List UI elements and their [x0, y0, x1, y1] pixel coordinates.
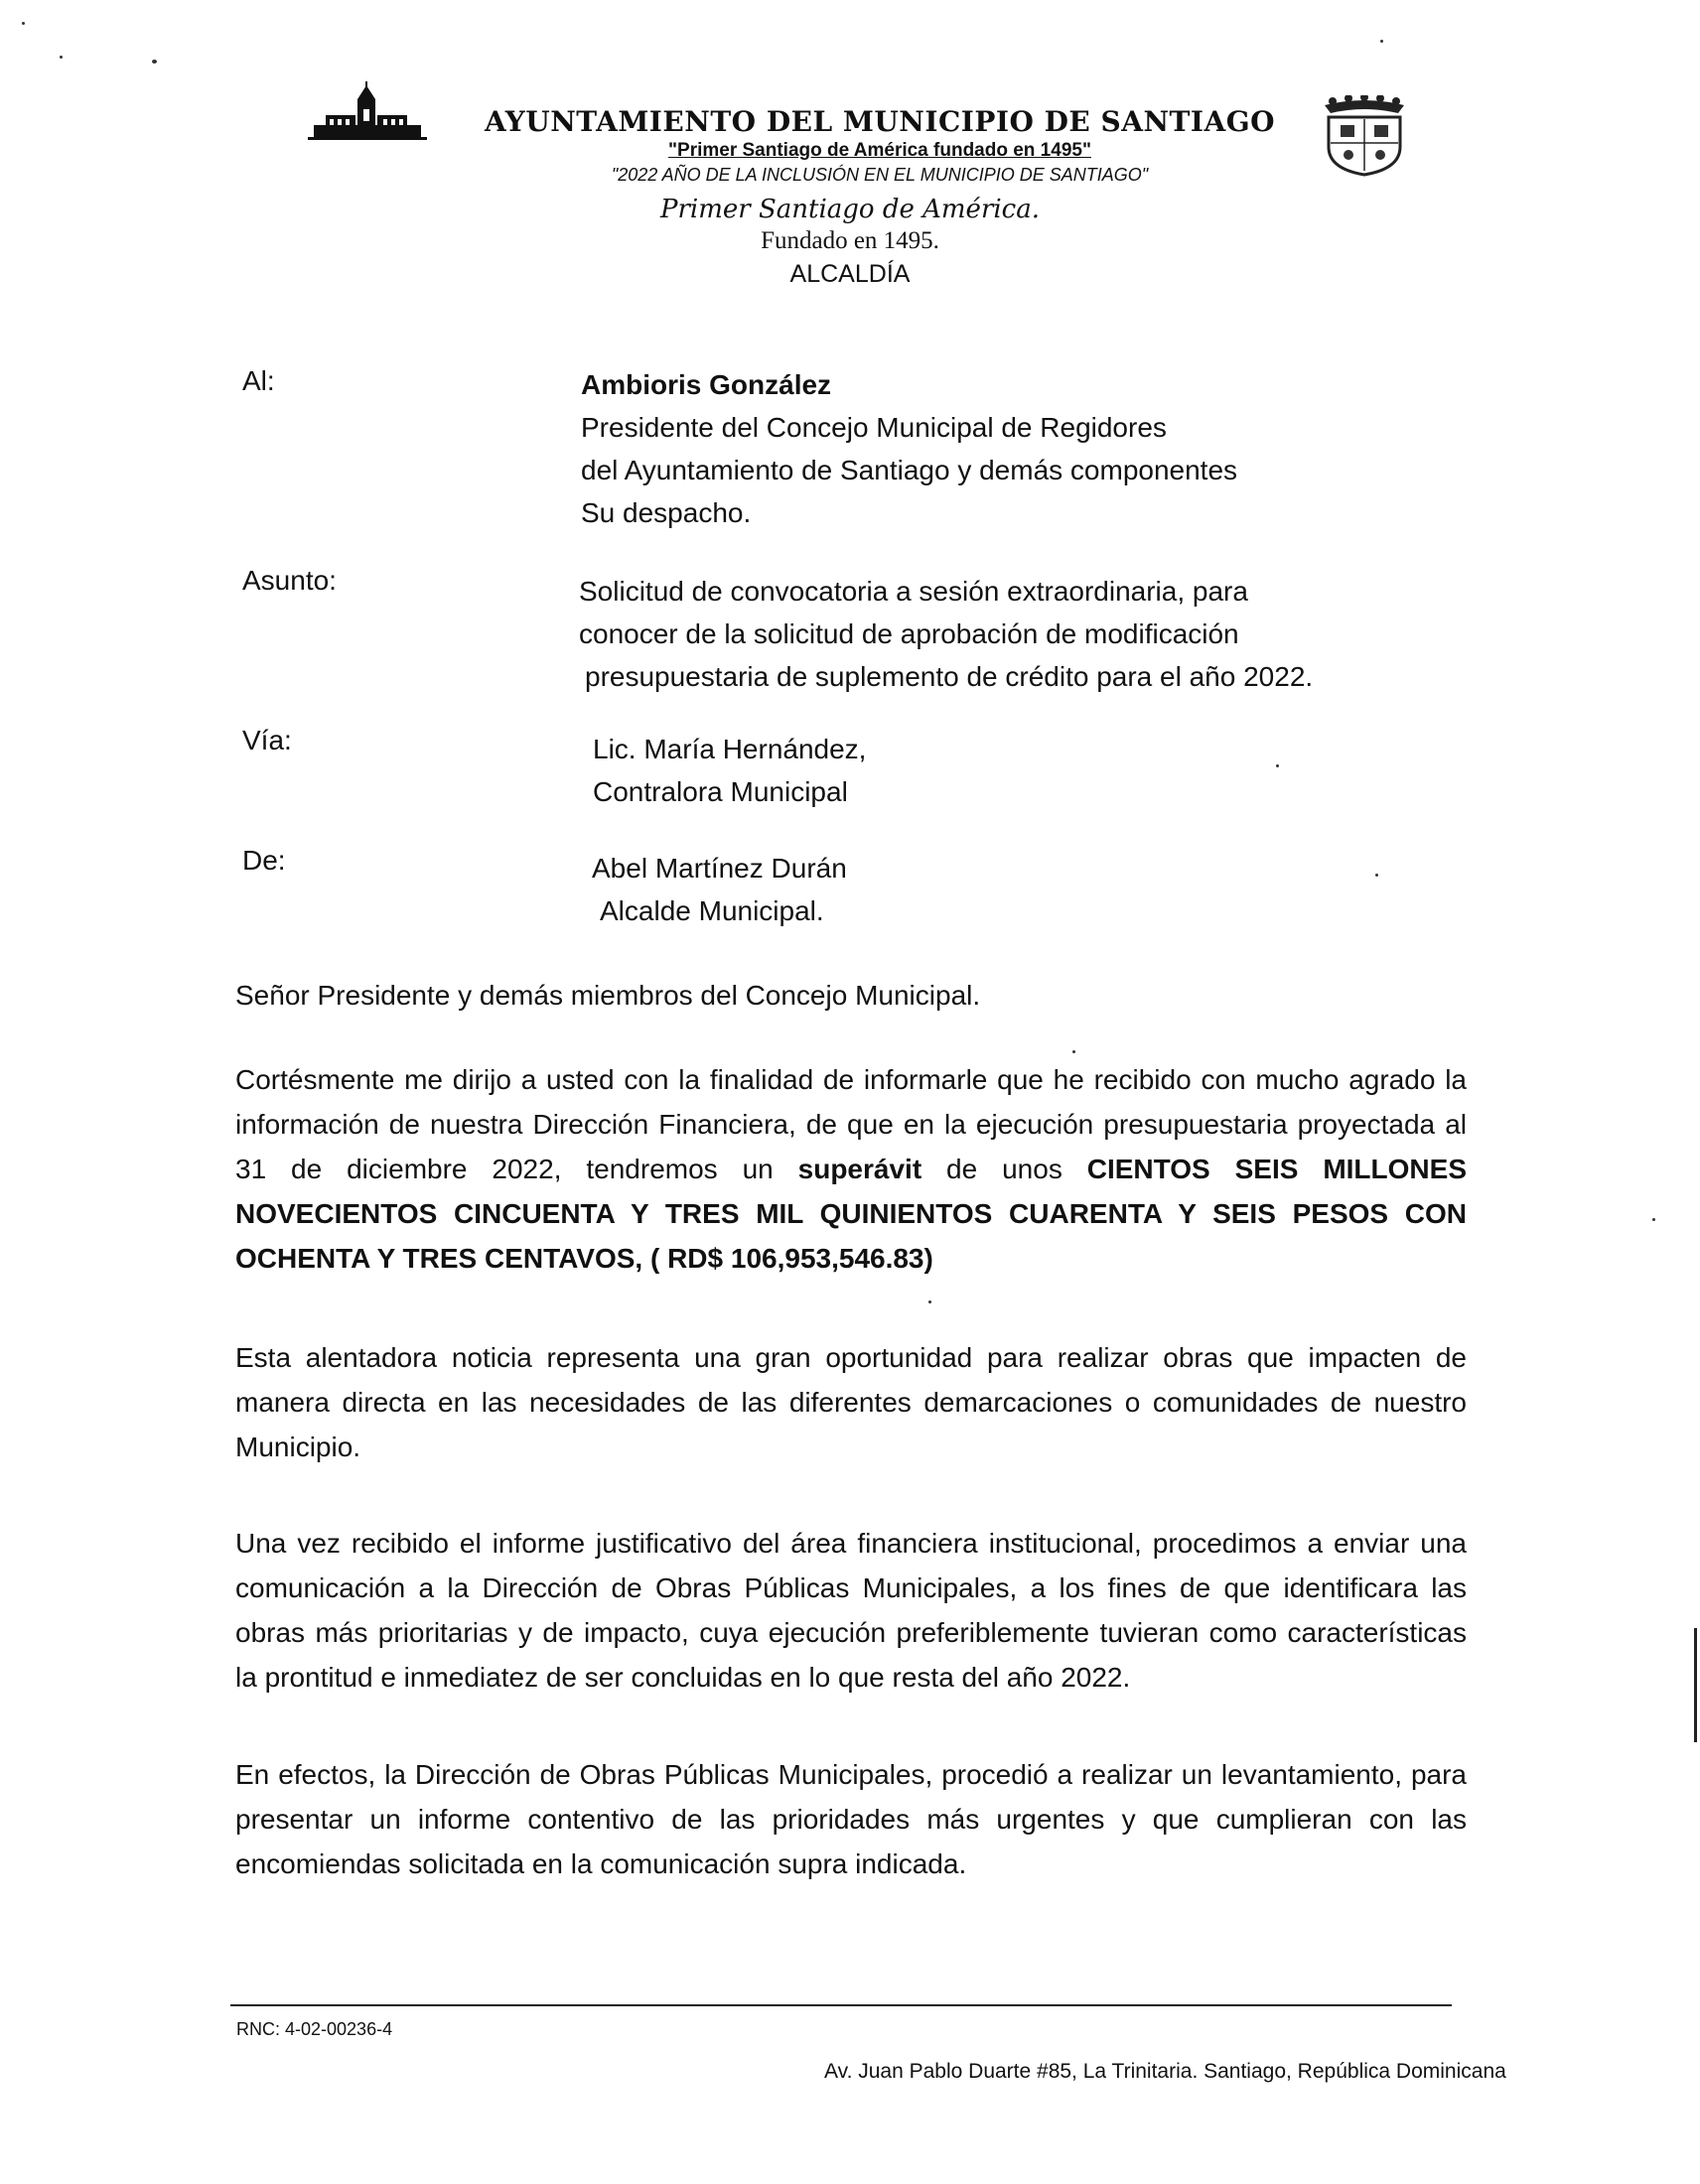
to-line: Su despacho. — [581, 497, 752, 528]
from-line: Alcalde Municipal. — [600, 895, 824, 926]
scan-speck — [1652, 1218, 1655, 1221]
surplus-amount: CIENTOS SEIS MILLONES NOVECIENTOS CINCUENTA Y TRES MIL QUINIENTOS CUARENTA Y SEIS PESOS CON OCHENTA Y TRES CENTAVOS, ( RD$ 106,953,546.83) — [235, 1154, 1467, 1274]
institution-title: AYUNTAMIENTO DEL MUNICIPIO DE SANTIAGO — [484, 105, 1276, 138]
scan-speck — [928, 1300, 931, 1303]
via-label: Vía: — [242, 725, 292, 755]
office-name: ALCALDÍA — [789, 260, 911, 288]
script-line: Primer Santiago de América. — [659, 195, 1041, 224]
paragraph-1 — [235, 1057, 1467, 1281]
footer-rule — [230, 2004, 1452, 2006]
from-label: De: — [242, 845, 286, 876]
scan-speck — [1380, 40, 1383, 43]
rnc-number: RNC: 4-02-00236-4 — [236, 2019, 393, 2039]
scan-speck — [22, 22, 25, 25]
footer-address: Av. Juan Pablo Duarte #85, La Trinitaria. Santiago, República Dominicana — [824, 2060, 1506, 2083]
subject-line: conocer de la solicitud de aprobación de modificación — [579, 618, 1239, 649]
to-line: del Ayuntamiento de Santiago y demás componentes — [581, 455, 1238, 485]
scan-speck — [1375, 874, 1378, 877]
salutation: Señor Presidente y demás miembros del Concejo Municipal. — [235, 980, 981, 1011]
founded-line: Fundado en 1495. — [761, 227, 939, 254]
subject-block — [579, 570, 1313, 698]
paragraph-2: Esta alentadora noticia representa una gran oportunidad para realizar obras que impacten de manera directa en las necesidades de las diferentes demarcaciones o comunidades de nuestro Municipio. — [235, 1342, 1467, 1462]
to-name: Ambioris González — [581, 369, 832, 400]
paragraph-1-text: de unos — [921, 1154, 1087, 1184]
via-line: Contralora Municipal — [593, 776, 848, 807]
via-block — [593, 728, 866, 813]
from-block — [592, 847, 847, 932]
subject-line: Solicitud de convocatoria a sesión extraordinaria, para — [579, 576, 1248, 607]
paragraph-3: Una vez recibido el informe justificativo del área financiera institucional, procedimos a enviar una comunicación a la Dirección de Obras Públicas Municipales, a los fines de que identificara las obras más prioritarias y de impacto, cuya ejecución preferiblemente tuvieran como características la prontitud e inmediatez de ser concluidas en lo que resta del año 2022. — [235, 1528, 1467, 1693]
to-line: Presidente del Concejo Municipal de Regidores — [581, 412, 1167, 443]
scan-speck — [1276, 764, 1279, 767]
subject-label: Asunto: — [242, 565, 337, 596]
from-line: Abel Martínez Durán — [592, 853, 847, 884]
superavit-term: superávit — [797, 1154, 922, 1184]
to-label: Al: — [242, 365, 275, 396]
scan-speck — [152, 60, 157, 64]
via-line: Lic. María Hernández, — [593, 734, 867, 764]
paragraph-4: En efectos, la Dirección de Obras Públicas Municipales, procedió a realizar un levantamiento, para presentar un informe contentivo de las prioridades más urgentes y que cumplieran con las encomiendas solicitada en la comunicación supra indicada. — [235, 1759, 1467, 1879]
paragraph-1-text: Cortésmente me dirijo a usted con la finalidad de informarle que he recibido con mucho agrado la información de nuestra Dirección Financiera, de que en la ejecución presupuestaria proyectada al 31 de diciembre 2022, tendremos un — [235, 1064, 1467, 1184]
scan-speck — [1072, 1050, 1075, 1053]
scan-edge-mark — [1694, 1628, 1697, 1742]
scan-speck — [60, 56, 63, 59]
institution-motto: "Primer Santiago de América fundado en 1495" — [668, 140, 1091, 161]
subject-line: presupuestaria de suplemento de crédito para el año 2022. — [585, 661, 1314, 692]
to-block — [581, 363, 1237, 534]
year-slogan: "2022 AÑO DE LA INCLUSIÓN EN EL MUNICIPIO DE SANTIAGO" — [611, 165, 1149, 185]
